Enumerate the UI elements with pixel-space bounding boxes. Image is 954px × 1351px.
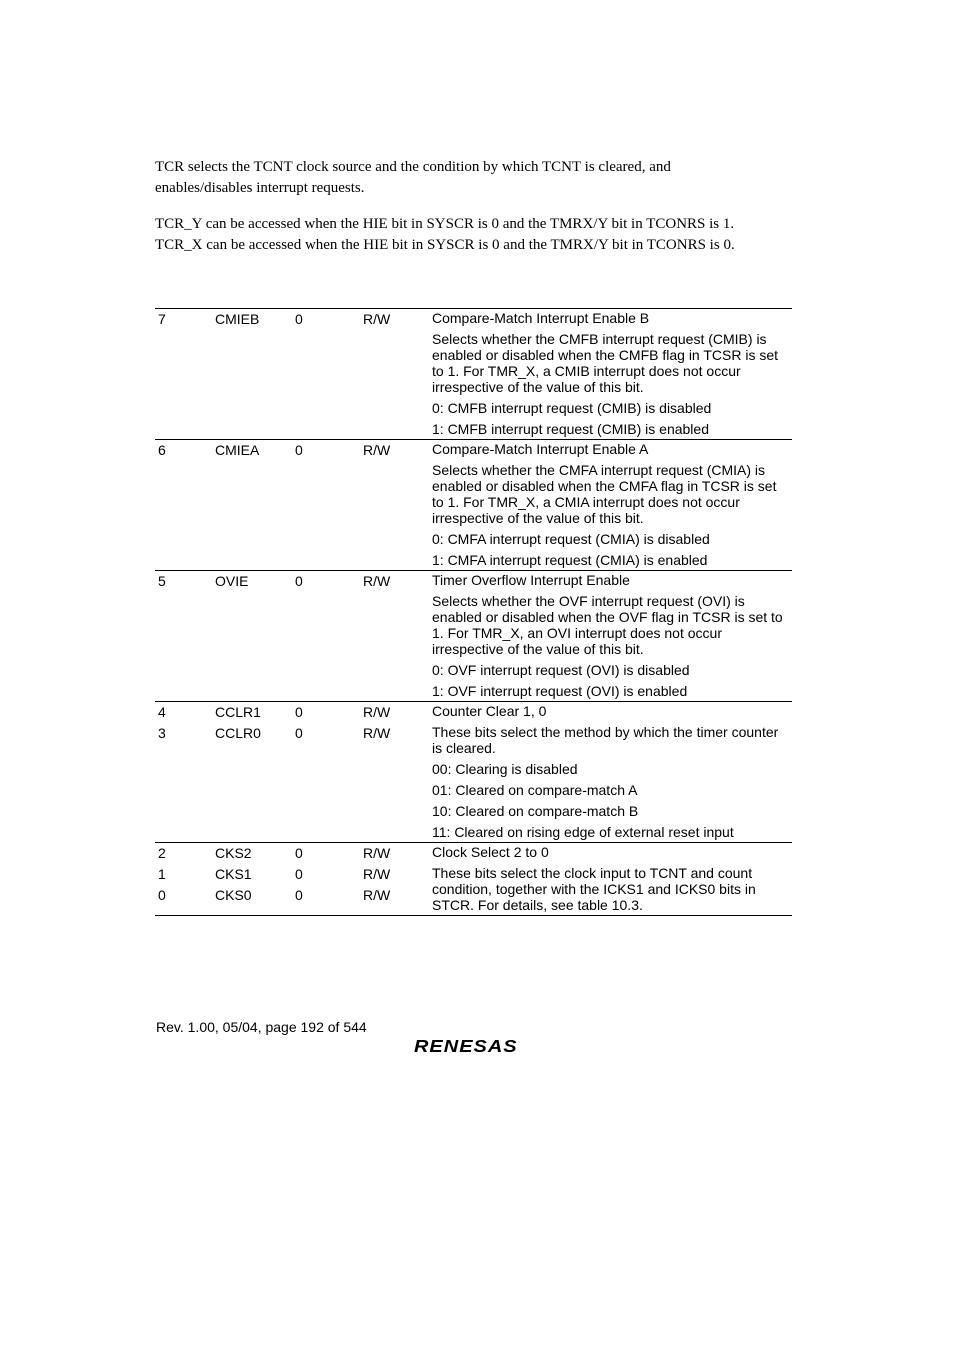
description-text: 0: OVF interrupt request (OVI) is disabled <box>432 662 690 678</box>
bit-number: 5 <box>158 573 166 589</box>
bit-number: 7 <box>158 311 166 327</box>
description-text: Selects whether the CMFB interrupt request (CMIB) is enabled or disabled when the CMFB flag in TCSR is set to 1. For TMR_X, a CMIB interrupt does not occur irrespective of the value of this bit. <box>432 331 779 395</box>
read-write: R/W <box>363 887 391 903</box>
renesas-logo <box>412 1033 537 1061</box>
bit-rows <box>155 440 425 461</box>
intro-line: TCR_X can be accessed when the HIE bit in SYSCR is 0 and the TMRX/Y bit in TCONRS is 0. <box>155 236 735 253</box>
description-text: 1: CMFB interrupt request (CMIB) is enabled <box>432 421 709 437</box>
read-write: R/W <box>363 311 391 327</box>
table-row <box>155 309 425 330</box>
initial-value: 0 <box>295 887 303 903</box>
bit-rows <box>155 309 425 330</box>
logo-text: RENESAS <box>414 1036 518 1057</box>
table-row <box>155 571 425 592</box>
intro-line: enables/disables interrupt requests. <box>155 179 365 196</box>
bit-number: 4 <box>158 704 166 720</box>
page-footer: Rev. 1.00, 05/04, page 192 of 544 <box>156 1019 367 1035</box>
read-write: R/W <box>363 704 391 720</box>
initial-value: 0 <box>295 442 303 458</box>
table-group <box>155 570 792 701</box>
description-text: 0: CMFB interrupt request (CMIB) is disabled <box>432 400 712 416</box>
bit-number: 3 <box>158 725 166 741</box>
table-row <box>155 864 425 885</box>
table-group <box>155 842 792 915</box>
table-group <box>155 439 792 570</box>
description-title: Compare-Match Interrupt Enable A <box>432 441 649 457</box>
bit-description <box>432 571 792 701</box>
bit-name: CCLR0 <box>215 725 261 741</box>
read-write: R/W <box>363 442 391 458</box>
description-text: Selects whether the CMFA interrupt request (CMIA) is enabled or disabled when the CMFA flag in TCSR is set to 1. For TMR_X, a CMIA interrupt does not occur irrespective of the value of this bit. <box>432 462 777 526</box>
bit-number: 1 <box>158 866 166 882</box>
description-text: 1: OVF interrupt request (OVI) is enabled <box>432 683 688 699</box>
bit-name: CMIEB <box>215 311 260 327</box>
bit-description <box>432 309 792 439</box>
description-text: 01: Cleared on compare-match A <box>432 782 638 798</box>
description-text: Selects whether the OVF interrupt request (OVI) is enabled or disabled when the OVF flag in TCSR is set to 1. For TMR_X, an OVI interrupt does not occur irrespective of the value of this bit. <box>432 593 783 657</box>
bit-rows <box>155 702 425 744</box>
initial-value: 0 <box>295 573 303 589</box>
read-write: R/W <box>363 866 391 882</box>
bit-number: 0 <box>158 887 166 903</box>
description-text: These bits select the method by which the timer counter is cleared. <box>432 724 779 756</box>
table-group <box>155 701 792 842</box>
bit-rows <box>155 571 425 592</box>
bit-rows <box>155 843 425 906</box>
bit-name: OVIE <box>215 573 249 589</box>
intro-paragraph-2 <box>155 214 815 255</box>
table-row <box>155 885 425 906</box>
description-text: 1: CMFA interrupt request (CMIA) is enabled <box>432 552 708 568</box>
bit-name: CKS2 <box>215 845 252 861</box>
description-title: Timer Overflow Interrupt Enable <box>432 572 630 588</box>
read-write: R/W <box>363 845 391 861</box>
initial-value: 0 <box>295 845 303 861</box>
bit-number: 2 <box>158 845 166 861</box>
intro-line: TCR_Y can be accessed when the HIE bit in SYSCR is 0 and the TMRX/Y bit in TCONRS is 1. <box>155 216 735 232</box>
bit-description <box>432 702 792 842</box>
table-row <box>155 843 425 864</box>
description-title: Counter Clear 1, 0 <box>432 703 547 719</box>
initial-value: 0 <box>295 866 303 882</box>
table-row <box>155 702 425 723</box>
description-title: Compare-Match Interrupt Enable B <box>432 310 650 326</box>
table-row <box>155 440 425 461</box>
description-text: 10: Cleared on compare-match B <box>432 803 639 819</box>
bit-name: CMIEA <box>215 442 260 458</box>
description-text: 11: Cleared on rising edge of external reset input <box>432 824 734 840</box>
bit-name: CCLR1 <box>215 704 261 720</box>
table-group <box>155 309 792 439</box>
bit-description <box>432 440 792 570</box>
intro-line: TCR selects the TCNT clock source and the condition by which TCNT is cleared, and <box>155 159 671 175</box>
bit-name: CKS1 <box>215 866 252 882</box>
table-row <box>155 723 425 744</box>
initial-value: 0 <box>295 311 303 327</box>
description-title: Clock Select 2 to 0 <box>432 844 549 860</box>
initial-value: 0 <box>295 725 303 741</box>
bit-description <box>432 843 792 915</box>
description-text: 0: CMFA interrupt request (CMIA) is disabled <box>432 531 710 547</box>
bit-number: 6 <box>158 442 166 458</box>
read-write: R/W <box>363 725 391 741</box>
description-text: 00: Clearing is disabled <box>432 761 578 777</box>
intro-paragraph-1 <box>155 157 815 198</box>
initial-value: 0 <box>295 704 303 720</box>
register-bit-table <box>155 308 792 916</box>
bit-name: CKS0 <box>215 887 252 903</box>
description-text: These bits select the clock input to TCNT and count condition, together with the ICKS1 and ICKS0 bits in STCR. For details, see table 10.3. <box>432 865 756 913</box>
read-write: R/W <box>363 573 391 589</box>
